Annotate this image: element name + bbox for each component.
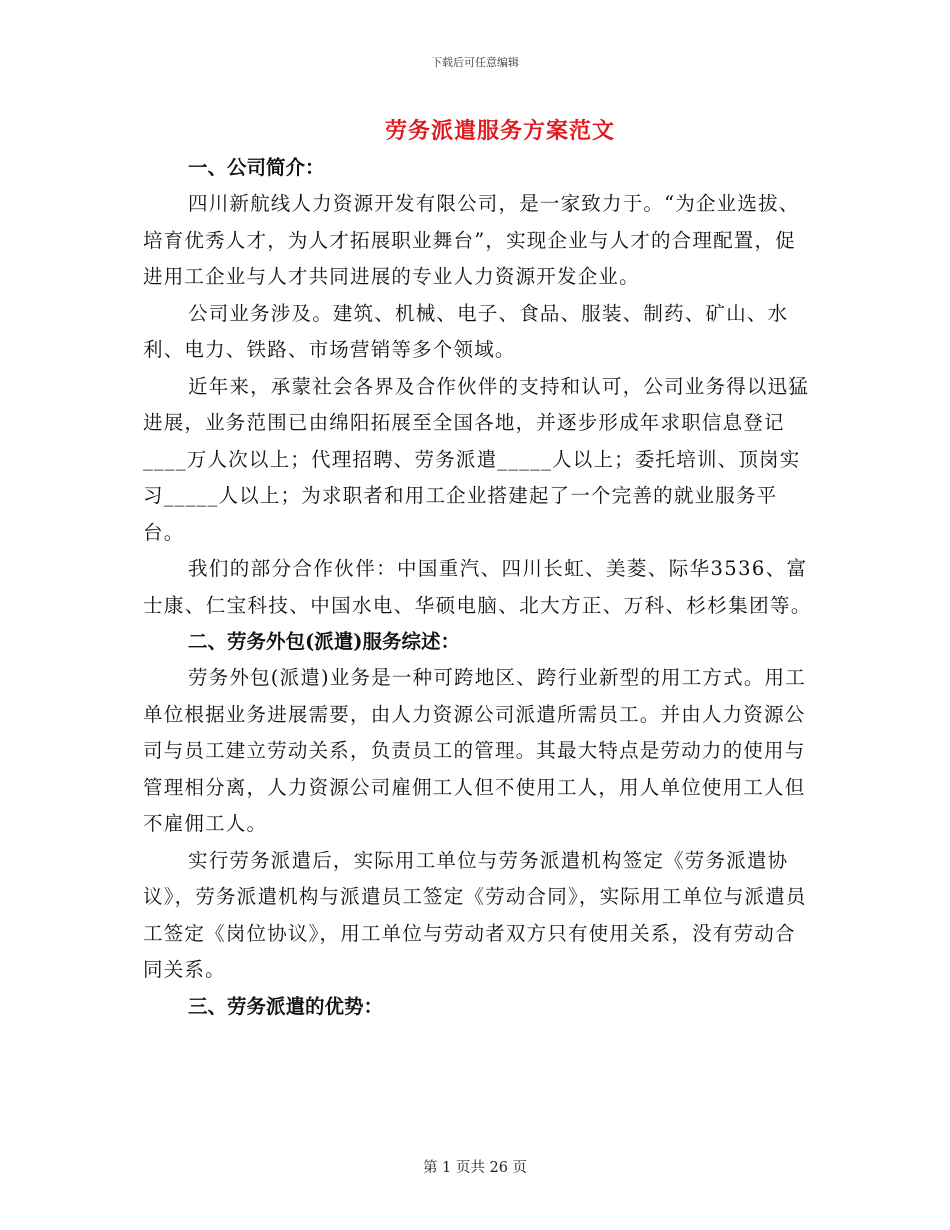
paragraph-recent-growth: 近年来，承蒙社会各界及合作伙伴的支持和认可，公司业务得以迅猛进展，业务范围已由绵阳拓展至全国各地，并逐步形成年求职信息登记____万人次以上；代理招聘、劳务派遣_____人以上；委托培训、顶岗实习_____人以上；为求职者和用工企业搭建起了一个完善的就业服务平台。 <box>143 374 810 544</box>
page-footer: 第 1 页共 26 页 <box>422 1160 528 1176</box>
section-heading-dispatch-overview: 二、劳务外包(派遣)服务综述： <box>188 630 460 653</box>
paragraph-dispatch-contracts: 实行劳务派遣后，实际用工单位与劳务派遣机构签定《劳务派遣协议》，劳务派遣机构与派遣员工签定《劳动合同》，实际用工单位与派遣员工签定《岗位协议》，用工单位与劳动者双方只有使用关系，没有劳动合同关系。 <box>143 848 807 981</box>
section-heading-dispatch-advantages: 三、劳务派遣的优势： <box>188 994 384 1018</box>
paragraph-business-scope: 公司业务涉及。建筑、机械、电子、食品、服装、制药、矿山、水利、电力、铁路、市场营销等多个领域。 <box>143 301 789 361</box>
paragraph-partners: 我们的部分合作伙伴：中国重汽、四川长虹、美菱、际华3536、富士康、仁宝科技、中国水电、华硕电脑、北大方正、万科、杉杉集团等。 <box>143 557 812 617</box>
paragraph-dispatch-definition: 劳务外包(派遣)业务是一种可跨地区、跨行业新型的用工方式。用工单位根据业务进展需要，由人力资源公司派遣所需员工。并由人力资源公司与员工建立劳动关系，负责员工的管理。其最大特点是劳动力的使用与管理相分离，人力资源公司雇佣工人但不使用工人，用人单位使用工人但不雇佣工人。 <box>143 666 806 835</box>
paragraph-company-intro: 四川新航线人力资源开发有限公司，是一家致力于。“为企业选拔、培育优秀人才，为人才拓展职业舞台”，实现企业与人才的合理配置，促进用工企业与人才共同进展的专业人力资源开发企业。 <box>143 192 800 288</box>
document-body <box>143 150 813 1025</box>
header-note: 下载后可任意编辑 <box>431 56 519 69</box>
document-title: 劳务派遣服务方案范文 <box>384 118 615 144</box>
section-heading-company-intro: 一、公司简介： <box>188 156 325 179</box>
